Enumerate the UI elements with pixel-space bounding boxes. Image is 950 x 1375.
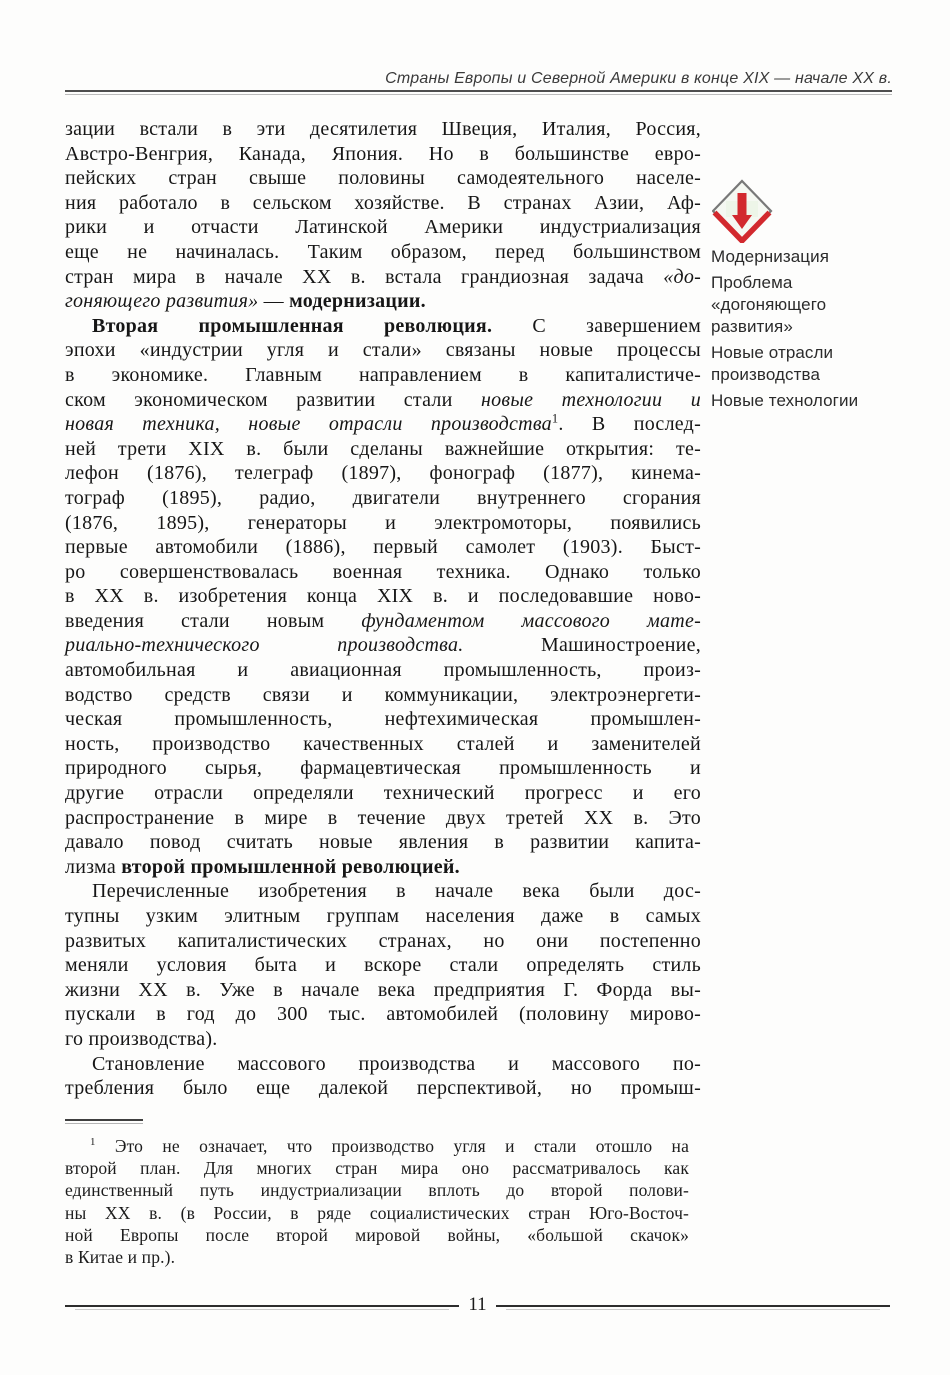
footnote-line: в Китае и пр.). [65, 1247, 176, 1268]
body-paragraph [65, 117, 701, 314]
body-line: в экономике. Главным направлением в капиталистиче- [65, 363, 701, 386]
body-line: тупны узким элитным группам населения даже в самых [65, 905, 701, 927]
body-line: рики и отчасти Латинской Америки индустриализация [65, 216, 701, 239]
keyword-item [711, 342, 939, 386]
page-number: 11 [468, 1294, 487, 1315]
keyword-line: Новые отрасли [711, 343, 834, 362]
body-paragraph [65, 879, 701, 1051]
keyword-item [711, 390, 939, 412]
body-line: давало повод считать новые явления в развитии капита- [65, 831, 701, 854]
body-line: тограф (1895), радио, двигатели внутреннего сгорания [65, 486, 701, 509]
keyword-line: «догоняющего [711, 295, 827, 314]
body-line: стран мира в начале XX в. встала грандиозная задача «до- [65, 265, 701, 288]
body-paragraph [65, 314, 701, 880]
body-line: Вторая промышленная революция. С завершением [92, 314, 701, 337]
footnote-line: ны XX в. (в России, в ряде социалистических стран Юго-Восточ- [65, 1202, 689, 1223]
footnote-line: единственный путь индустриализации вплоть до второй полови- [65, 1180, 689, 1201]
body-line: лизма второй промышленной революцией. [65, 855, 460, 878]
body-line: ность, производство качественных сталей и заменителей [65, 732, 701, 755]
keyword-item [711, 272, 939, 338]
body-text-column [65, 117, 701, 1101]
body-line: автомобильная и авиационная промышленность, произ- [65, 659, 701, 682]
body-line: ро совершенствовалась военная техника. Однако только [65, 560, 701, 583]
body-line: ней трети XIX в. были сделаны важнейшие открытия: те- [65, 437, 701, 460]
body-line: пейских стран свыше половины самодеятельного населе- [65, 167, 701, 190]
body-line: новая техника, новые отрасли производства$^1$. В послед- [65, 411, 701, 436]
body-line: жизни XX в. Уже в начале века предприятия Г. Форда вы- [65, 978, 701, 1001]
footer-rule-left [65, 1305, 459, 1307]
body-line: природного сырья, фармацевтическая промышленность и [65, 757, 701, 780]
keyword-line: развития» [711, 317, 793, 336]
keyword-item [711, 246, 939, 268]
body-line: зации встали в эти десятилетия Швеция, Италия, Россия, [65, 118, 701, 140]
body-line: распространение в мире в течение двух третей XX в. Это [65, 806, 701, 829]
footnote [65, 1135, 689, 1268]
body-line: меняли условия быта и вскоре стали определять стиль [65, 954, 701, 977]
body-line: требления было еще далекой перспективой, но промыш- [65, 1077, 701, 1100]
keyword-line: производства [711, 365, 821, 384]
body-line: лефон (1876), телеграф (1897), фонограф (1877), кинема- [65, 462, 701, 485]
footnote-separator [65, 1119, 143, 1124]
body-line: ском экономическом развитии стали новые технологии и [65, 388, 701, 411]
body-line: эпохи «индустрии угля и стали» связаны новые процессы [65, 339, 701, 362]
keyword-list [711, 246, 939, 412]
footer-rule-right [496, 1305, 890, 1307]
footnote-line: $^1$ Это не означает, что производство угля и стали отошло на [90, 1136, 689, 1156]
footnote-line: второй план. Для многих стран мира оно рассматривалось как [65, 1158, 689, 1179]
keywords-sidebar [711, 179, 939, 416]
keyword-line: Модернизация [711, 247, 830, 266]
body-line: риально-технического производства. Машиностроение, [65, 634, 701, 657]
body-line: гоняющего развития» — модернизации. [65, 290, 426, 313]
body-line: (1876, 1895), генераторы и электромоторы, появились [65, 511, 701, 534]
footnote-line: ной Европы после второй мировой войны, «большой скачок» [65, 1224, 689, 1245]
body-line: го производства). [65, 1027, 218, 1050]
keyword-line: Новые технологии [711, 391, 859, 410]
body-line: Австро-Венгрия, Канада, Япония. Но в большинстве евро- [65, 142, 701, 165]
body-line: другие отрасли определяли технический прогресс и его [65, 782, 701, 805]
body-line: водство средств связи и коммуникации, электроэнергети- [65, 683, 701, 706]
body-line: развитых капиталистических странах, но они постепенно [65, 929, 701, 952]
body-line: еще не начиналась. Таким образом, перед большинством [65, 240, 701, 263]
body-line: ния работало в сельском хозяйстве. В странах Азии, Аф- [65, 191, 701, 214]
body-line: пускали в год до 300 тыс. автомобилей (половину мирово- [65, 1003, 701, 1026]
body-line: Перечисленные изобретения в начале века были дос- [92, 880, 701, 903]
body-line: введения стали новым фундаментом массового мате- [65, 609, 701, 632]
body-line: первые автомобили (1886), первый самолет (1903). Быст- [65, 536, 701, 559]
body-line: Становление массового производства и массового по- [92, 1052, 701, 1075]
body-paragraph [65, 1052, 701, 1101]
body-line: ческая промышленность, нефтехимическая промышлен- [65, 708, 701, 731]
keyword-line: Проблема [711, 273, 793, 292]
modernization-diamond-arrow-icon [712, 179, 774, 243]
header-rule [65, 90, 892, 95]
page-footer [65, 1295, 890, 1317]
body-line: в XX в. изобретения конца XIX в. и последовавшие ново- [65, 585, 701, 608]
running-header: Страны Европы и Северной Америки в конце XIX — начале XX в. [385, 70, 892, 87]
